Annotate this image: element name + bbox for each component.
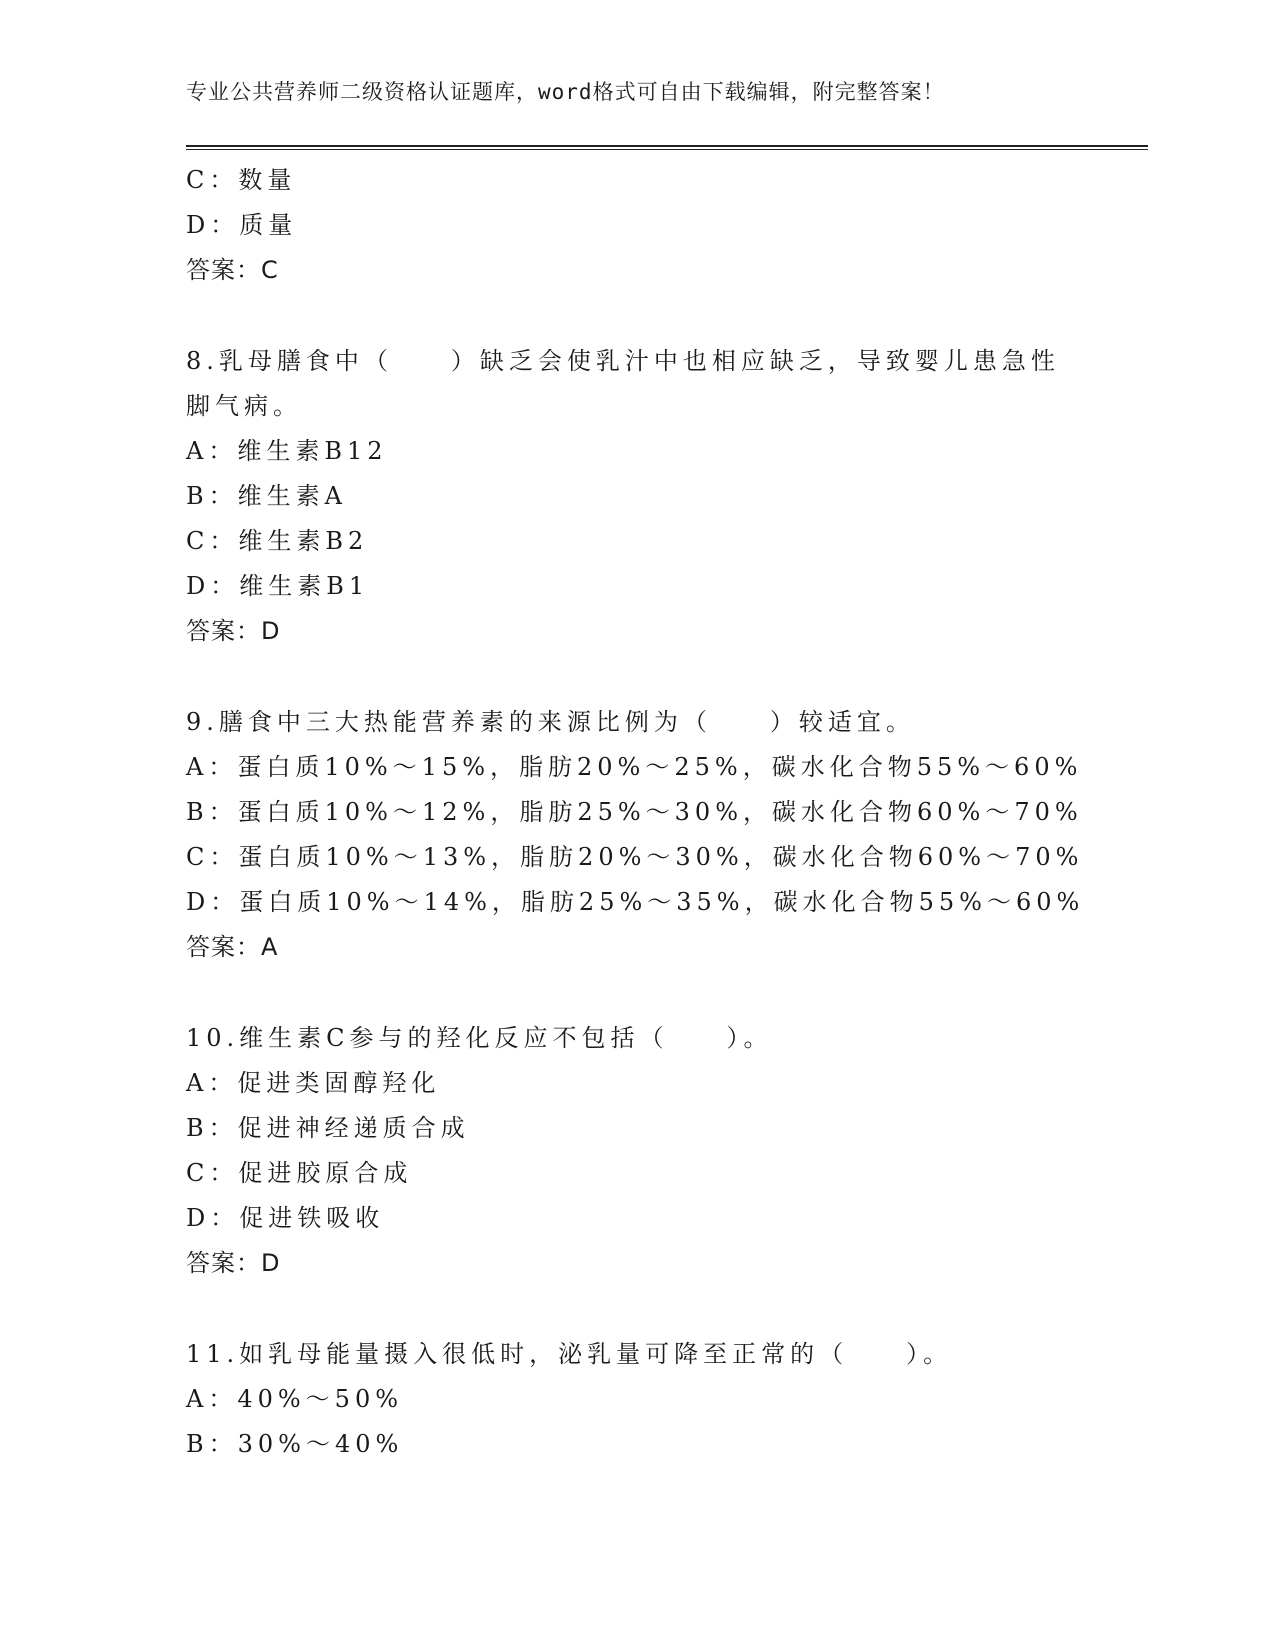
answer-line: 答案：D (186, 617, 281, 645)
answer-line: 答案：A (186, 933, 279, 961)
header-rule-thin (186, 149, 1148, 150)
question-stem: 8.乳母膳食中（ ）缺乏会使乳汁中也相应缺乏，导致婴儿患急性 (186, 347, 1060, 375)
spacer (186, 293, 1086, 339)
spacer (186, 654, 1086, 700)
option-d: D：促进铁吸收 (186, 1204, 385, 1232)
page-header: 专业公共营养师二级资格认证题库，word格式可自由下载编辑，附完整答案！ (186, 80, 945, 104)
option-d: D：蛋白质10%～14%，脂肪25%～35%，碳水化合物55%～60% (186, 888, 1085, 916)
option-d: D：维生素B1 (186, 572, 370, 600)
option-a: A：40%～50% (186, 1385, 404, 1413)
option-d: D：质量 (186, 211, 298, 239)
option-c: C：促进胶原合成 (186, 1159, 413, 1187)
option-b: B：30%～40% (186, 1430, 404, 1458)
answer-line: 答案：D (186, 1249, 281, 1277)
option-a: A：促进类固醇羟化 (186, 1069, 441, 1097)
option-c: C：维生素B2 (186, 527, 369, 555)
question-10 (186, 1016, 1086, 1286)
option-c: C：蛋白质10%～13%，脂肪20%～30%，碳水化合物60%～70% (186, 843, 1084, 871)
question-stem: 10.维生素C参与的羟化反应不包括（ ）。 (186, 1024, 773, 1052)
option-c: C：数量 (186, 166, 297, 194)
option-a: A：维生素B12 (186, 437, 388, 465)
spacer (186, 970, 1086, 1016)
question-stem: 9.膳食中三大热能营养素的来源比例为（ ）较适宜。 (186, 708, 915, 736)
option-b: B：促进神经递质合成 (186, 1114, 470, 1142)
option-a: A：蛋白质10%～15%，脂肪20%～25%，碳水化合物55%～60% (186, 753, 1083, 781)
option-b: B：蛋白质10%～12%，脂肪25%～30%，碳水化合物60%～70% (186, 798, 1083, 826)
question-7 (186, 158, 1086, 293)
question-content (186, 158, 1086, 1467)
answer-line: 答案：C (186, 256, 279, 284)
spacer (186, 1286, 1086, 1332)
question-8 (186, 339, 1086, 654)
question-stem-continued: 脚气病。 (186, 392, 302, 420)
question-9 (186, 700, 1086, 970)
question-stem: 11.如乳母能量摄入很低时，泌乳量可降至正常的（ ）。 (186, 1340, 953, 1368)
question-11 (186, 1332, 1086, 1467)
header-rule-thick (186, 145, 1148, 147)
option-b: B：维生素A (186, 482, 347, 510)
